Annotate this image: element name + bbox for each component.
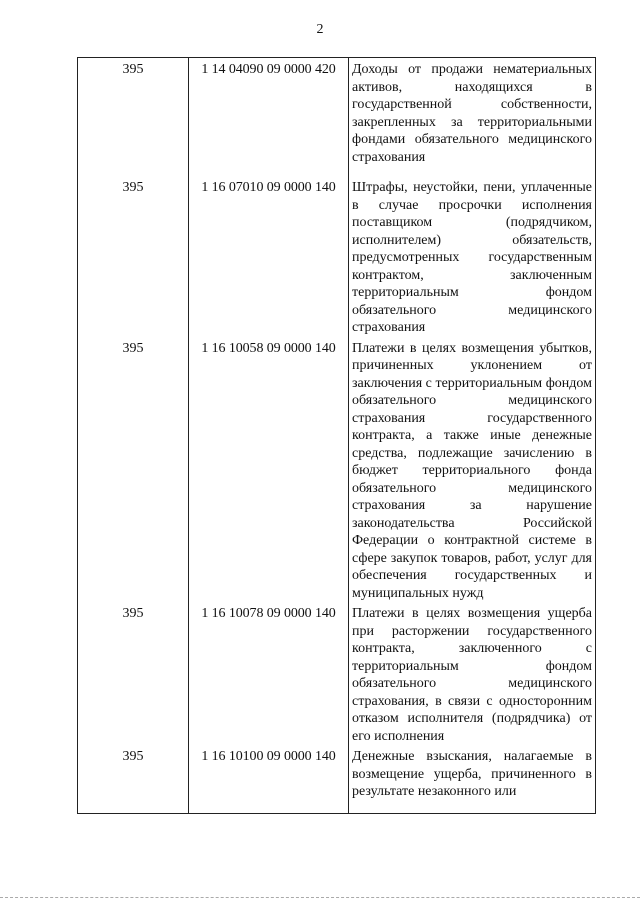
budget-code-cell: 1 16 07010 09 0000 140 bbox=[189, 176, 349, 337]
table-row bbox=[78, 337, 596, 603]
table-row bbox=[78, 58, 596, 177]
revenue-name-cell: Штрафы, неустойки, пени, уплаченные в случае просрочки исполнения поставщиком (подрядчиком, исполнителем) обязательств, предусмотренных государственным контрактом, заключенным территориальным фондом обязательного медицинского страхования bbox=[349, 176, 596, 337]
page-bottom-divider bbox=[0, 897, 640, 898]
revenue-name-cell: Доходы от продажи нематериальных активов, находящихся в государственной собственности, закрепленных за территориальными фондами обязательного медицинского страхования bbox=[349, 58, 596, 177]
revenue-name-cell: Платежи в целях возмещения ущерба при расторжении государственного контракта, заключенного с территориальным фондом обязательного медицинского страхования, в связи с односторонним отказом исполнителя (подрядчика) от его исполнения bbox=[349, 602, 596, 745]
table-row bbox=[78, 745, 596, 814]
budget-code-cell: 1 16 10078 09 0000 140 bbox=[189, 602, 349, 745]
budget-code-cell: 1 16 10058 09 0000 140 bbox=[189, 337, 349, 603]
admin-code-cell: 395 bbox=[78, 745, 189, 814]
budget-code-cell: 1 16 10100 09 0000 140 bbox=[189, 745, 349, 814]
admin-code-cell: 395 bbox=[78, 337, 189, 603]
table-row bbox=[78, 602, 596, 745]
table-row bbox=[78, 176, 596, 337]
revenue-codes-table bbox=[77, 57, 596, 814]
page-number: 2 bbox=[316, 22, 324, 37]
admin-code-cell: 395 bbox=[78, 176, 189, 337]
revenue-name-cell: Денежные взыскания, налагаемые в возмещение ущерба, причиненного в результате незаконного или bbox=[349, 745, 596, 814]
budget-code-cell: 1 14 04090 09 0000 420 bbox=[189, 58, 349, 177]
revenue-name-cell: Платежи в целях возмещения убытков, причиненных уклонением от заключения с территориальным фондом обязательного медицинского страхования государственного контракта, а также иные денежные средства, подлежащие зачислению в бюджет территориального фонда обязательного медицинского страхования за нарушение законодательства Российской Федерации о контрактной системе в сфере закупок товаров, работ, услуг для обеспечения государственных и муниципальных нужд bbox=[349, 337, 596, 603]
admin-code-cell: 395 bbox=[78, 602, 189, 745]
admin-code-cell: 395 bbox=[78, 58, 189, 177]
